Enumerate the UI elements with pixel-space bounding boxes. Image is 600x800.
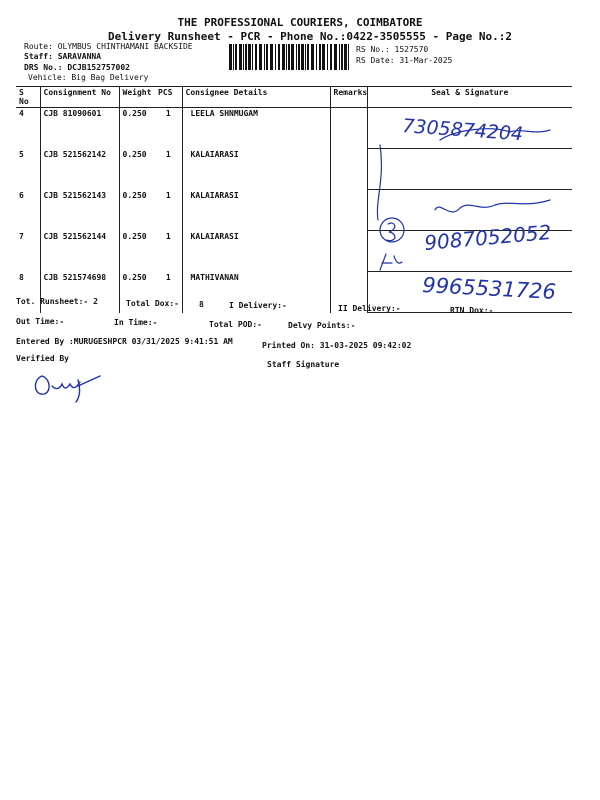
verifier-signature [28,366,108,406]
rs-number: RS No.: 1527570 [356,45,429,54]
cell-signature [367,190,572,231]
table-row [16,149,572,190]
cell-consignee: LEELA SHNMUGAM [182,108,330,149]
handwritten-phone-1: 7305874204 [401,115,524,146]
cell-weight: 0.250 [122,272,147,282]
delvy-points: Delvy Points:- [288,321,356,330]
route-label: Route: OLYMBUS CHINTHAMANI BACKSIDE [24,42,193,51]
company-title: THE PROFESSIONAL COURIERS, COIMBATORE [177,16,423,29]
cell-remarks [330,231,367,272]
rtn-dox: RTN Dox:- [450,306,494,315]
total-pod: Total POD:- [209,320,262,329]
cell-consignment: CJB 521574698 [40,272,119,313]
col-header-signature: Seal & Signature [367,87,572,108]
runsheet-title: Delivery Runsheet - PCR - Phone No.:0422-3505555 - Page No.:2 [108,30,512,43]
cell-pcs: 1 [155,231,182,272]
cell-consignment: CJB 521562144 [40,231,119,272]
col-header-sno: S No [16,87,40,108]
handwritten-phone-3: 9965531726 [421,273,557,304]
cell-pcs: 1 [155,108,182,149]
runsheet-table [16,86,572,313]
table-header-row [16,87,572,108]
cell-consignment: CJB 81090601 [40,108,119,149]
cell-sno: 6 [16,190,40,231]
cell-consignee: KALAIARASI [182,231,330,272]
cell-remarks [330,149,367,190]
cell-sno: 7 [16,231,40,272]
printed-on: Printed On: 31-03-2025 09:42:02 [262,341,412,350]
out-time: Out Time:- [16,317,65,326]
entered-by: Entered By :MURUGESHPCR 03/31/2025 9:41:51 AM [16,337,233,346]
table-row [16,231,572,272]
table-row [16,108,572,149]
verified-by: Verified By [16,354,69,363]
total-dox-value: 8 [199,300,204,309]
handwritten-phone-2: 9087052052 [423,219,553,255]
cell-weight: 0.250 [122,190,147,200]
col-header-remarks: Remarks [330,87,367,108]
cell-weight: 0.250 [122,149,147,159]
cell-sno: 5 [16,149,40,190]
in-time: In Time:- [114,318,158,327]
ii-delivery: II Delivery:- [338,304,401,313]
i-delivery: I Delivery:- [229,301,287,310]
col-header-pcs: PCS [155,87,182,108]
col-header-consignee: Consignee Details [182,87,330,108]
cell-sno: 8 [16,272,40,313]
vehicle-label: Vehicle: Big Bag Delivery [28,73,149,82]
cell-sno: 4 [16,108,40,149]
cell-signature [367,149,572,190]
cell-consignee: KALAIARASI [182,149,330,190]
cell-consignee: MATHIVANAN [182,272,330,313]
cell-signature [367,231,572,272]
tot-runsheet: Tot. Runsheet:- 2 [16,297,98,306]
col-header-consignment: Consignment No [40,87,119,108]
total-dox-label: Total Dox:- [126,299,179,308]
staff-label: Staff: SARAVANNA [24,52,102,61]
cell-weight: 0.250 [122,231,147,241]
cell-consignment: CJB 521562143 [40,190,119,231]
drs-number: DRS No.: DCJB152757002 [24,63,130,72]
cell-weight: 0.250 [122,109,147,118]
cell-remarks [330,108,367,149]
cell-consignee: KALAIARASI [182,190,330,231]
col-header-weight: Weight [119,87,155,108]
barcode-image [229,44,349,70]
cell-remarks [330,190,367,231]
rs-date: RS Date: 31-Mar-2025 [356,56,453,65]
cell-pcs: 1 [155,190,182,231]
staff-signature-label: Staff Signature [267,360,340,369]
cell-pcs: 1 [155,149,182,190]
table-row [16,190,572,231]
cell-consignment: CJB 521562142 [40,149,119,190]
cell-pcs: 1 [155,272,182,313]
cell-signature [367,108,572,149]
